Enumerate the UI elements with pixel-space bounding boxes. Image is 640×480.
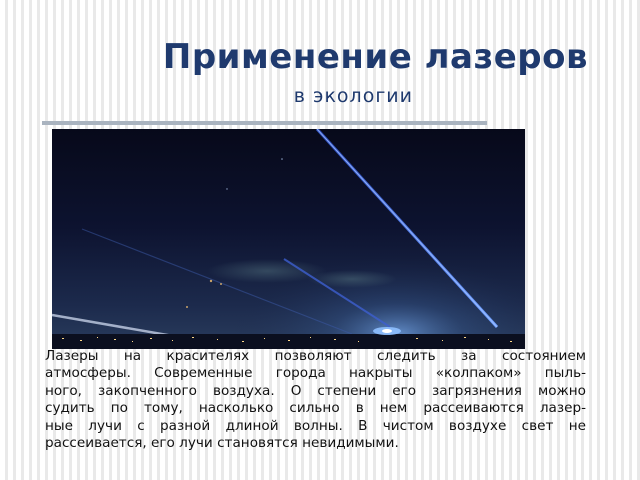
body-line: атмосферы. Современные города накрыты «колпаком» пыль- (45, 365, 586, 382)
title-divider (42, 121, 487, 125)
body-line: Лазеры на красителях позволяют следить за состоянием (45, 348, 586, 364)
body-line: ного, закопченного воздуха. О степени его загрязнения можно (45, 382, 586, 399)
body-line: ные лучи с разной длиной волны. В чистом воздухе свет не (45, 417, 586, 434)
slide-subtitle: в экологии (293, 85, 413, 107)
body-line: рассеивается, его лучи становятся невидимыми. (45, 435, 399, 452)
body-line: судить по тому, насколько сильно в нем рассеиваются лазер- (45, 400, 586, 417)
laser-night-sky-photo (52, 129, 525, 349)
slide-title: Применение лазеров (162, 37, 588, 77)
body-paragraph (45, 348, 586, 452)
